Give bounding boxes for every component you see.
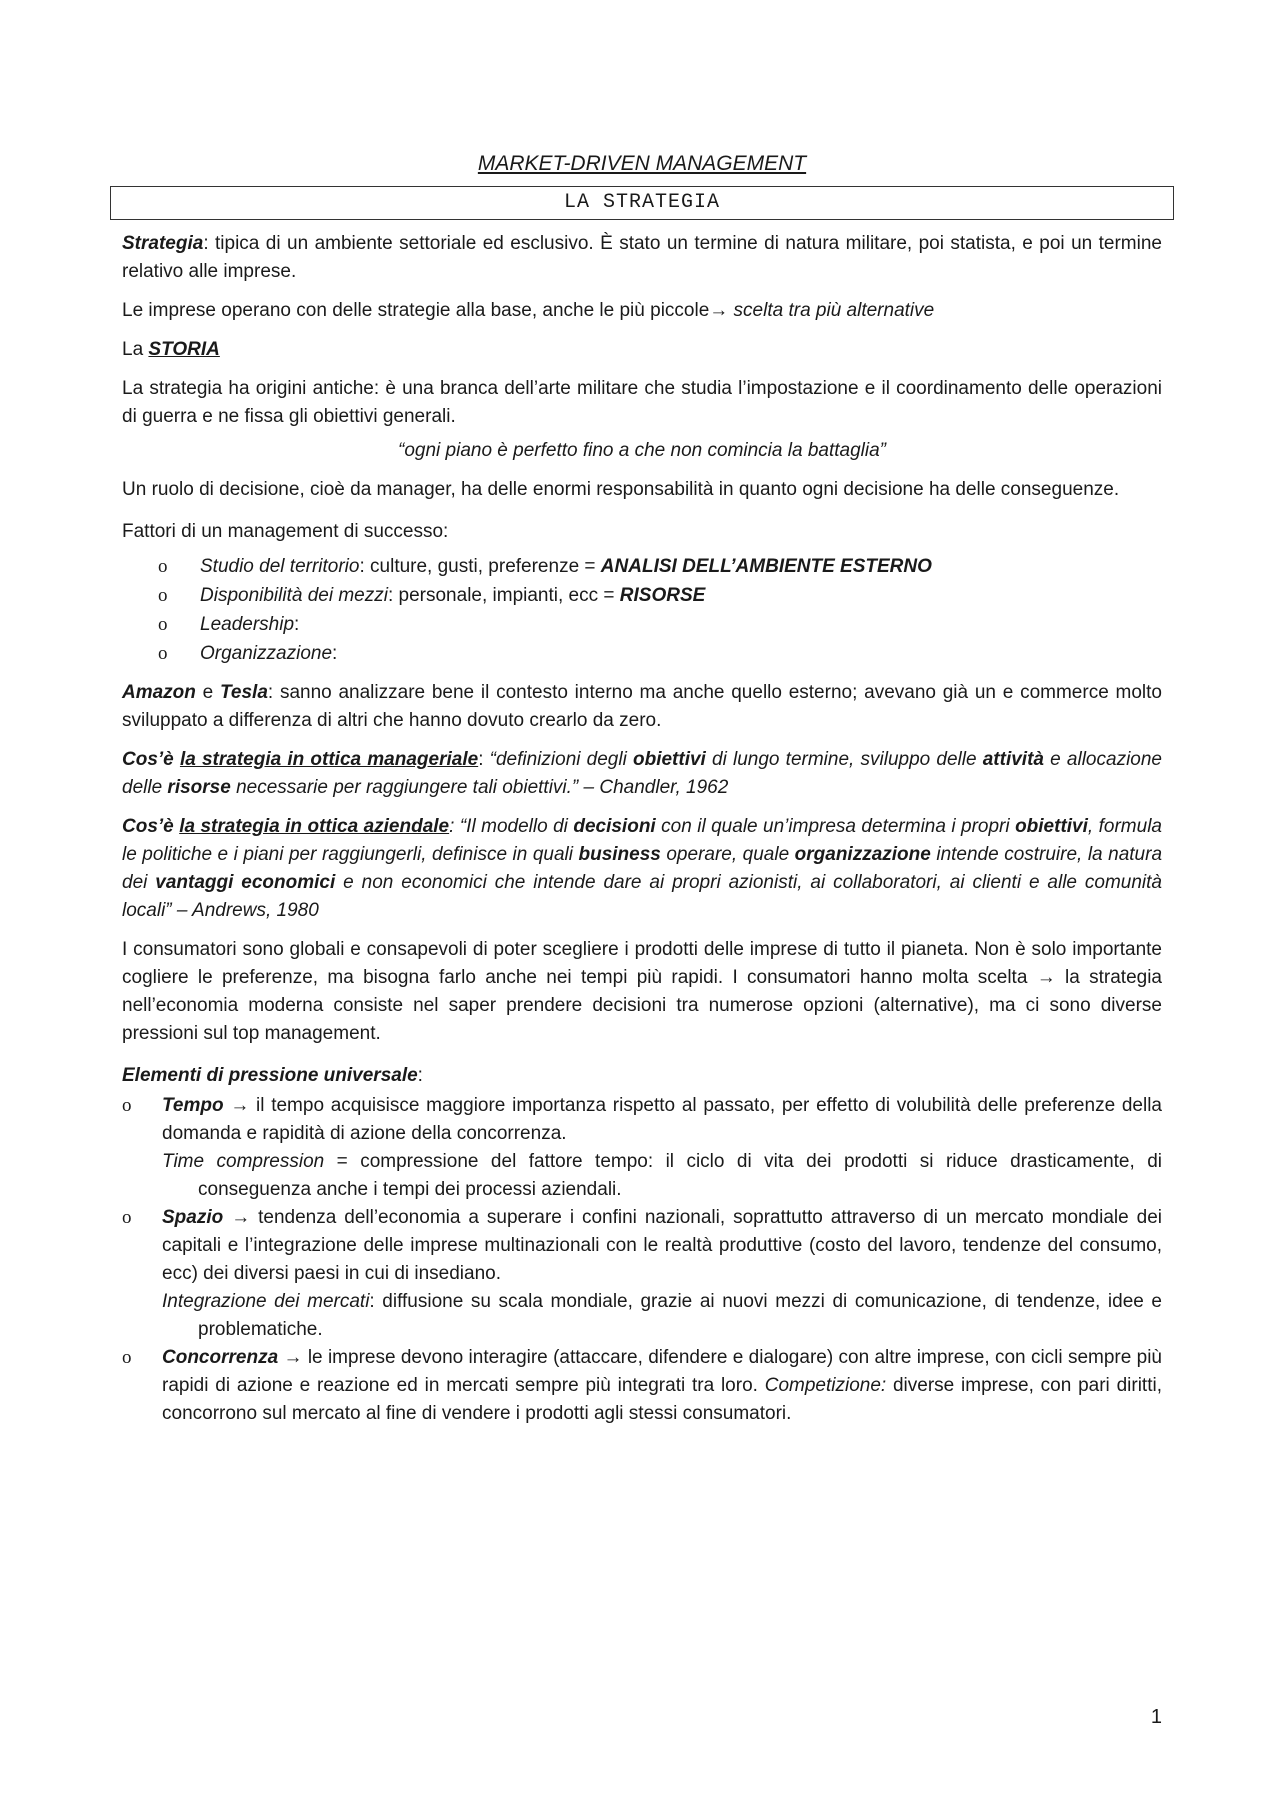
- item-text: : personale, impianti, ecc =: [387, 585, 620, 606]
- bullet-icon: o: [158, 556, 168, 577]
- list-item-tempo: [122, 1092, 1162, 1204]
- heading-colon: :: [417, 1065, 423, 1086]
- conjunction: e: [195, 682, 221, 703]
- paragraph-text: : tipica di un ambiente settoriale ed esclusivo. È stato un termine di natura militare, poi statista, e poi un termine relativo alle imprese.: [122, 233, 1162, 282]
- item-term: Organizzazione: [200, 643, 333, 664]
- section-heading: LA STRATEGIA: [110, 186, 1174, 220]
- topic-text: la strategia in ottica manageriale: [179, 749, 479, 770]
- arrow-icon: →: [1036, 967, 1056, 988]
- quote-text: : “Il modello di: [449, 816, 574, 837]
- list-item: [158, 639, 1162, 668]
- arrow-icon: →: [230, 1095, 250, 1116]
- arrow-icon: →: [231, 1207, 251, 1228]
- bullet-icon: o: [158, 614, 168, 635]
- item-term: Disponibilità dei mezzi: [200, 585, 388, 606]
- company-amazon: Amazon: [122, 682, 196, 703]
- item-term: Leadership: [200, 614, 295, 635]
- page-number: 1: [1150, 1706, 1162, 1728]
- emphasis: vantaggi economici: [155, 872, 336, 893]
- emphasis: organizzazione: [794, 844, 931, 865]
- list-item: [158, 610, 1162, 639]
- pressure-list: [122, 1092, 1162, 1428]
- bullet-icon: o: [158, 643, 168, 664]
- heading-label: STORIA: [148, 339, 220, 360]
- item-main: [162, 1092, 1162, 1148]
- paragraph-strategia-manageriale: [122, 746, 1162, 802]
- bullet-icon: o: [122, 1347, 132, 1368]
- bullet-icon: o: [122, 1207, 132, 1228]
- quote-text: intende costruire, la natura dei: [122, 844, 1163, 893]
- paragraph-text: : sanno analizzare bene il contesto interno ma anche quello esterno; avevano già un e commerce molto sviluppato a differenza di altri che hanno dovuto crearlo da zero.: [122, 682, 1162, 731]
- document-page: [122, 150, 1162, 1428]
- item-main: [162, 1204, 1162, 1288]
- emphasis: obiettivi: [633, 749, 706, 770]
- item-term: Studio del territorio: [200, 556, 360, 577]
- sub-text: : diffusione su scala mondiale, grazie ai nuovi mezzi di comunicazione, di tendenze, idee e problematiche.: [198, 1291, 1162, 1340]
- arrow-icon: →: [709, 300, 729, 321]
- item-emphasis: ANALISI DELL’AMBIENTE ESTERNO: [600, 556, 932, 577]
- item-text: :: [332, 643, 338, 664]
- sub-label: Time compression: [162, 1151, 325, 1172]
- heading-label: Elementi di pressione universale: [122, 1065, 418, 1086]
- quote-text: “definizioni degli: [489, 749, 633, 770]
- quote: “ogni piano è perfetto fino a che non comincia la battaglia”: [398, 440, 886, 461]
- separator: :: [478, 749, 490, 770]
- item-text: : culture, gusti, preferenze =: [359, 556, 601, 577]
- emphasis: obiettivi: [1015, 816, 1088, 837]
- factors-list: [122, 552, 1162, 668]
- item-text: diverse imprese, con pari diritti, concorrono sul mercato al fine di vendere i prodotti agli stessi consumatori.: [162, 1375, 1162, 1424]
- quote-text: e allocazione delle: [122, 749, 1162, 798]
- item-emphasis: RISORSE: [619, 585, 706, 606]
- paragraph-text: Le imprese operano con delle strategie alla base, anche le più piccole: [122, 300, 710, 321]
- list-item-concorrenza: [122, 1344, 1162, 1428]
- document-title: MARKET-DRIVEN MANAGEMENT: [477, 152, 807, 175]
- italic-text: scelta tra più alternative: [728, 300, 935, 321]
- item-sub: [162, 1288, 1162, 1344]
- item-sub: [162, 1148, 1162, 1204]
- item-main: [162, 1344, 1162, 1428]
- bullet-icon: o: [122, 1095, 132, 1116]
- item-label: Concorrenza: [162, 1347, 279, 1368]
- heading-prefix: La: [122, 339, 149, 360]
- emphasis: risorse: [167, 777, 231, 798]
- emphasis: decisioni: [573, 816, 656, 837]
- quote-text: , formula le politiche e i piani per raggiungerli, definisce in quali: [122, 816, 1162, 865]
- paragraph-text: I consumatori sono globali e consapevoli di poter scegliere i prodotti delle imprese di tutto il pianeta. Non è solo importante cogliere le preferenze, ma bisogna farlo anche nei tempi più rapidi. I consumatori hanno molta scelta: [122, 939, 1162, 988]
- paragraph-text: la strategia nell’economia moderna consiste nel saper prendere decisioni tra numerose opzioni (alternative), ma ci sono diverse pressioni sul top management.: [122, 967, 1162, 1044]
- sub-text: = compressione del fattore tempo: il ciclo di vita dei prodotti si riduce drasticamente, di conseguenza anche i tempi dei processi aziendali.: [198, 1151, 1162, 1200]
- paragraph-ruolo: Un ruolo di decisione, cioè da manager, ha delle enormi responsabilità in quanto ogni decisione ha delle conseguenze.: [122, 479, 1120, 500]
- emphasis: attività: [982, 749, 1044, 770]
- lead-text: Cos’è: [122, 816, 180, 837]
- item-label: Spazio: [162, 1207, 224, 1228]
- arrow-icon: →: [283, 1347, 303, 1368]
- paragraph-consumatori: [122, 936, 1162, 1048]
- lead-text: Cos’è: [122, 749, 180, 770]
- list-item: [158, 581, 1162, 610]
- paragraph-amazon-tesla: [122, 679, 1162, 735]
- item-text: :: [294, 614, 300, 635]
- paragraph-strategia: [122, 230, 1162, 286]
- item-text: il tempo acquisisce maggiore importanza rispetto al passato, per effetto di volubilità delle preferenze della domanda e rapidità di azione della concorrenza.: [162, 1095, 1162, 1144]
- quote-text: con il quale un’impresa determina i propri: [655, 816, 1016, 837]
- pressure-heading: [122, 1062, 1162, 1090]
- factors-intro: Fattori di un management di successo:: [122, 521, 449, 542]
- quote-text: di lungo termine, sviluppo delle: [705, 749, 983, 770]
- item-text: tendenza dell’economia a superare i confini nazionali, soprattutto attraverso di un mercato mondiale dei capitali e l’integrazione delle imprese multinazionali con le realtà produttive (costo del lavoro, tendenze del consumo, ecc) dei diversi paesi in cui di insediano.: [162, 1207, 1163, 1284]
- item-label: Tempo: [162, 1095, 224, 1116]
- quote-text: e non economici che intende dare ai propri azionisti, ai collaboratori, ai clienti e alle comunità locali” – Andrews, 1980: [122, 872, 1162, 921]
- bullet-icon: o: [158, 585, 168, 606]
- list-item: [158, 552, 1162, 581]
- heading-storia: [122, 336, 1162, 364]
- item-italic: Competizione:: [764, 1375, 887, 1396]
- emphasis: business: [578, 844, 661, 865]
- paragraph-strategia-aziendale: [122, 813, 1162, 925]
- topic-text: la strategia in ottica aziendale: [179, 816, 450, 837]
- list-item-spazio: [122, 1204, 1162, 1344]
- paragraph-imprese: [122, 297, 1162, 325]
- quote-text: operare, quale: [660, 844, 795, 865]
- paragraph-origini: La strategia ha origini antiche: è una branca dell’arte militare che studia l’impostazione e il coordinamento delle operazioni di guerra e ne fissa gli obiettivi generali.: [122, 378, 1162, 427]
- company-tesla: Tesla: [220, 682, 268, 703]
- term-strategia: Strategia: [122, 233, 204, 254]
- sub-label: Integrazione dei mercati: [162, 1291, 370, 1312]
- item-text: le imprese devono interagire (attaccare, difendere e dialogare) con altre imprese, con cicli sempre più rapidi di azione e reazione ed in mercati sempre più integrati tra loro.: [162, 1347, 1162, 1396]
- quote-text: necessarie per raggiungere tali obiettivi.” – Chandler, 1962: [230, 777, 729, 798]
